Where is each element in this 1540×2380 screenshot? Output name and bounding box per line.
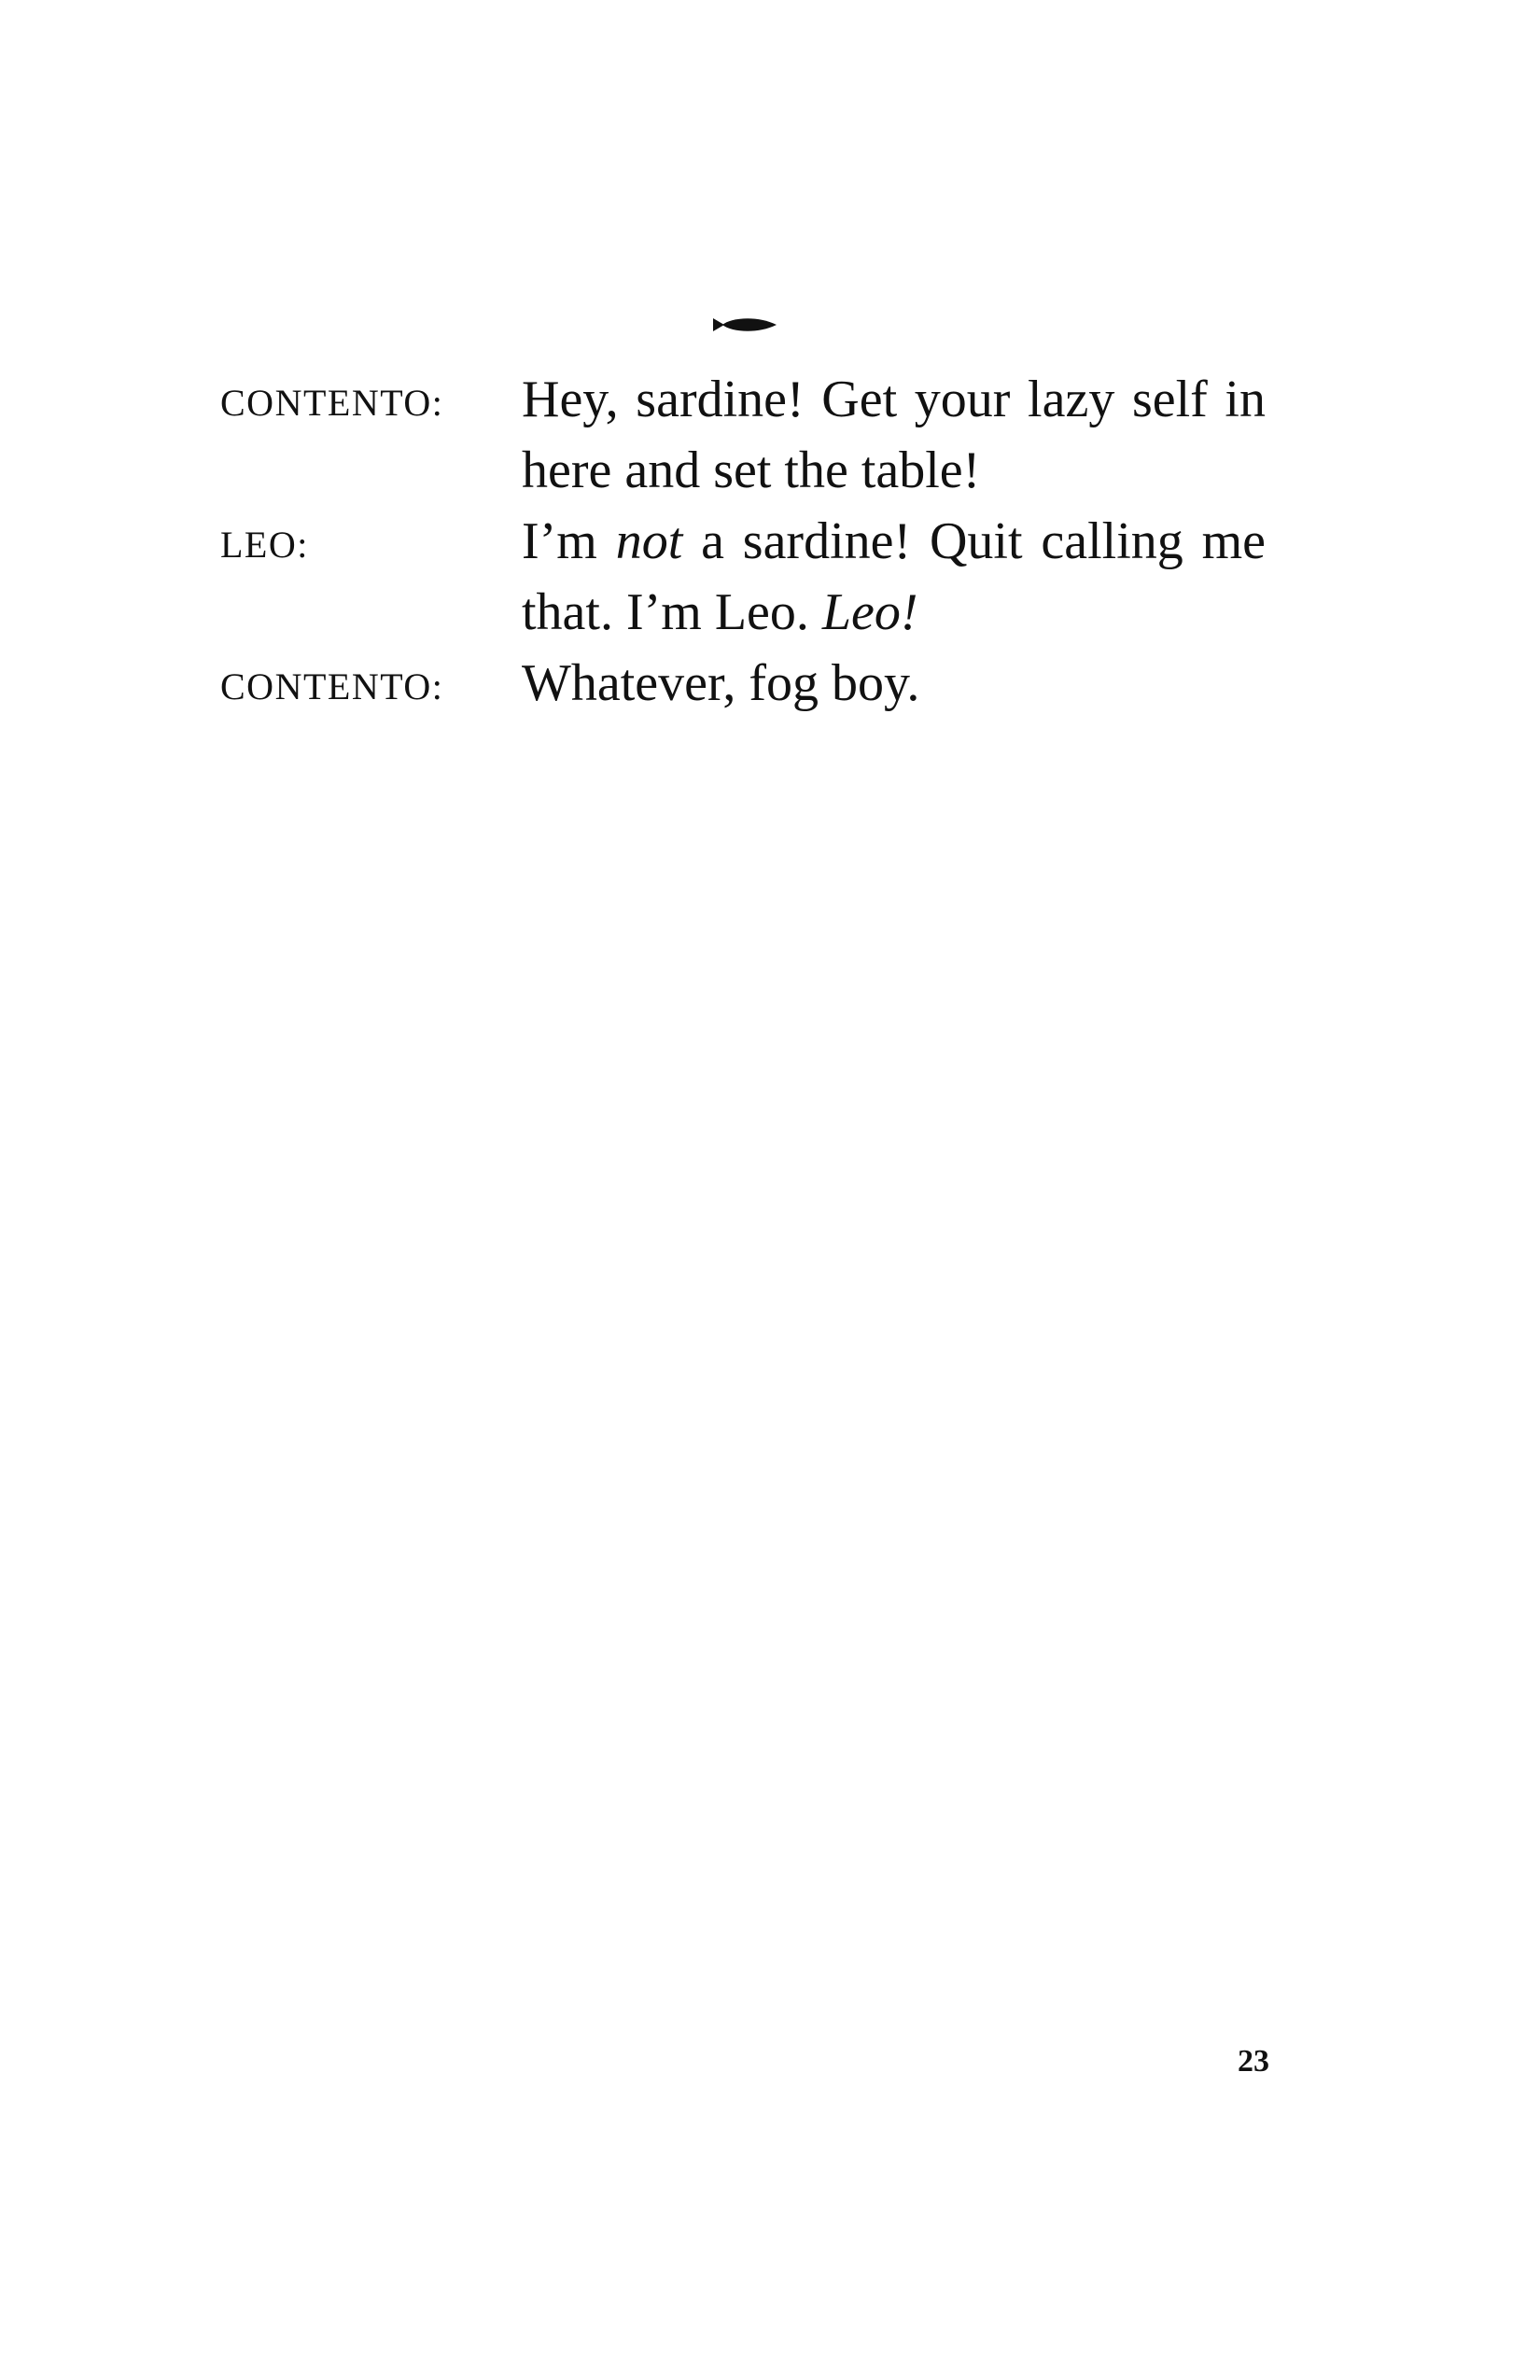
fish-icon bbox=[711, 314, 778, 336]
speaker-name: LEO: bbox=[220, 524, 309, 566]
page-number: 23 bbox=[1238, 2044, 1269, 2079]
speech-text: I’m not a sardine! Quit calling me that. I’m Leo. Leo! bbox=[522, 512, 1267, 641]
dialogue-block bbox=[220, 364, 1266, 722]
speaker-name: CONTENTO: bbox=[220, 382, 444, 424]
speech-text: Whatever, fog boy. bbox=[522, 654, 920, 712]
dialogue-line bbox=[220, 648, 1266, 722]
dialogue-line bbox=[220, 506, 1266, 648]
emphasis-text: Leo! bbox=[821, 583, 918, 641]
emphasis-text: not bbox=[615, 512, 683, 570]
speaker-name: CONTENTO: bbox=[220, 665, 444, 707]
dialogue-line bbox=[220, 364, 1266, 506]
speech-text: Hey, sardine! Get your lazy self in here and set the table! bbox=[522, 371, 1266, 499]
